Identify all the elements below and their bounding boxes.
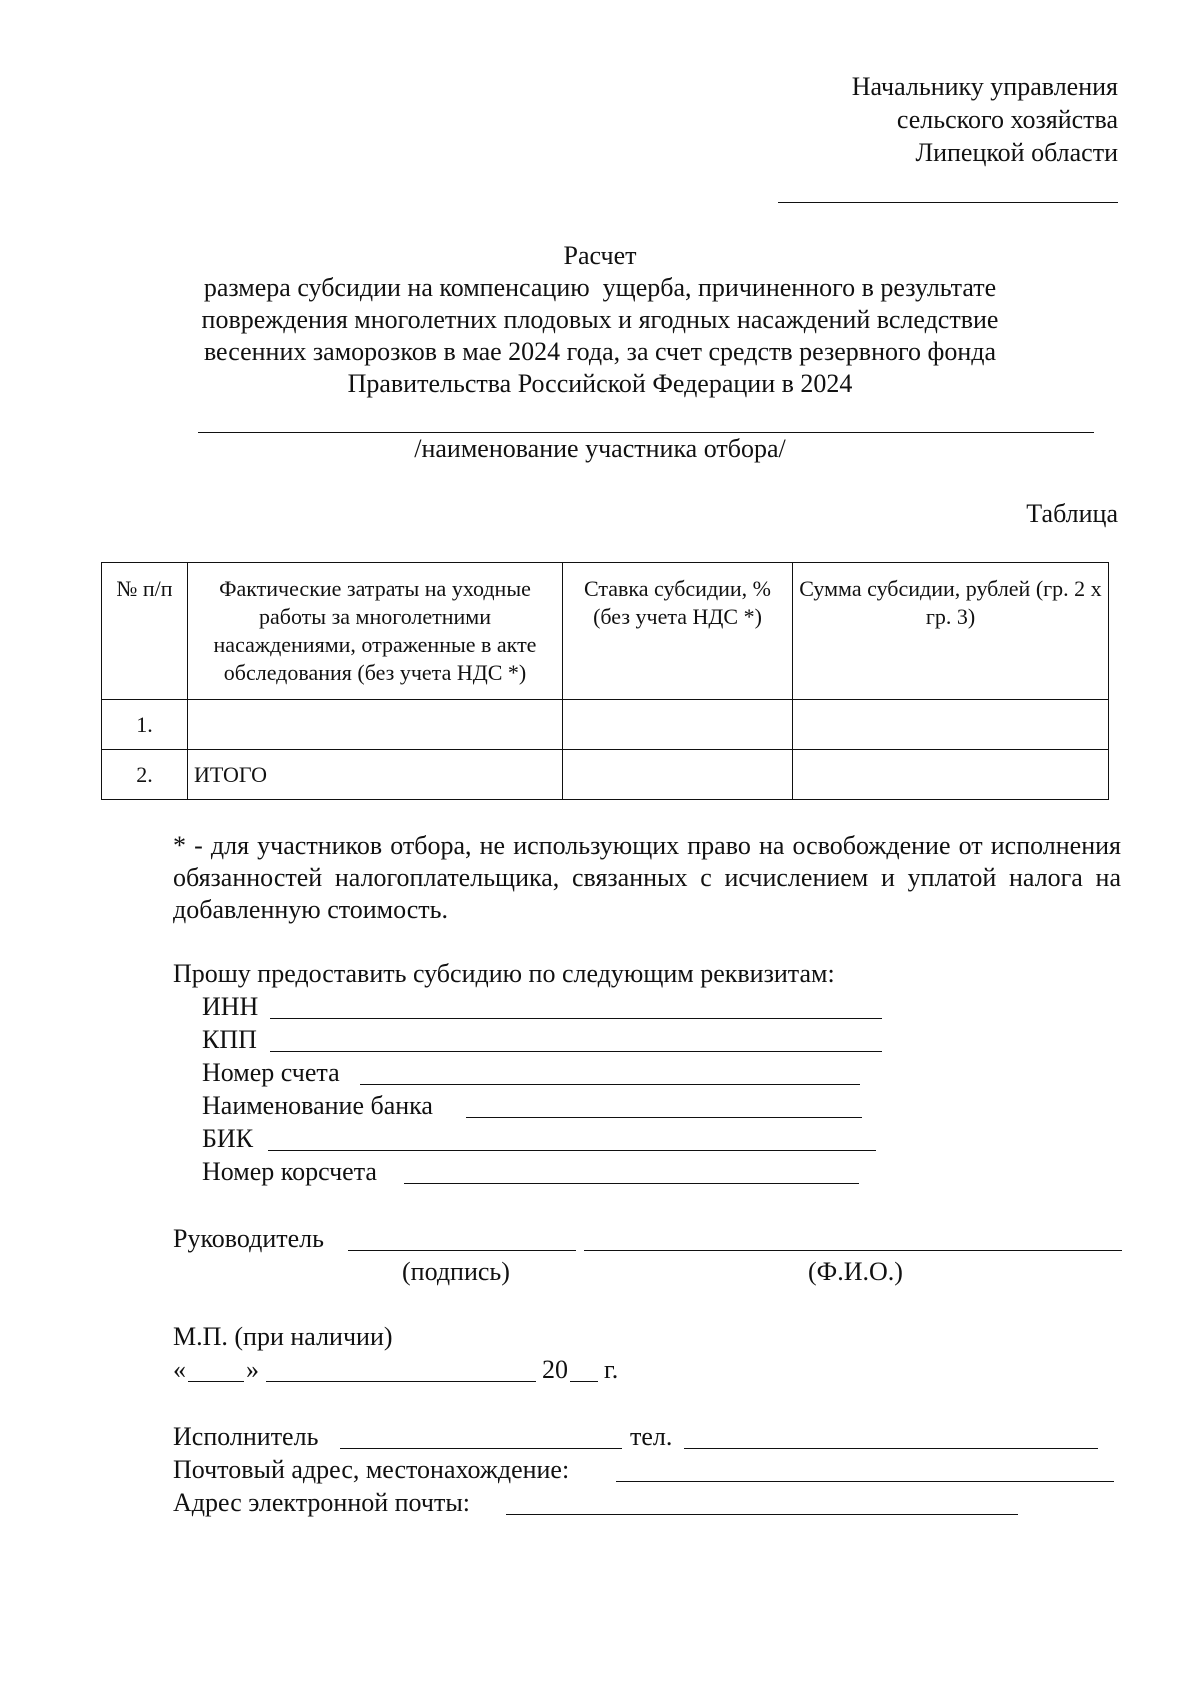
vat-footnote: * - для участников отбора, не использующих право на освобождение от исполнения обязанностей налогоплательщика, связанных с исчислением и уплатой налога на добавленную стоимость. [173,831,1121,924]
postal-address-label: Почтовый адрес, местонахождение: [173,1455,570,1484]
email-field[interactable] [506,1514,1018,1515]
table-row [102,700,1109,750]
table-label: Таблица [1026,499,1118,528]
title-line-3: повреждения многолетних плодовых и ягодных насаждений вследствие [201,305,999,334]
header-rate: Ставка субсидии, % (без учета НДС *) [563,563,793,700]
addressee-line-1: Начальнику управления [851,72,1118,101]
header-amount: Сумма субсидии, рублей (гр. 2 х гр. 3) [793,563,1109,700]
date-quote-close: » [246,1355,259,1384]
bank-label: Наименование банка [202,1091,433,1120]
kpp-field[interactable] [270,1051,882,1052]
corr-account-field[interactable] [404,1183,859,1184]
bik-field[interactable] [268,1150,876,1151]
executor-label: Исполнитель [173,1422,319,1451]
bank-field[interactable] [466,1117,862,1118]
account-label: Номер счета [202,1058,340,1087]
row-number: 1. [102,700,188,750]
date-quote-open: « [173,1355,186,1384]
inn-label: ИНН [202,992,259,1021]
addressee-block [678,70,1118,169]
addressee-blank-line [778,202,1118,203]
title-line-2: размера субсидии на компенсацию ущерба, причиненного в результате [203,273,997,302]
fio-field[interactable] [584,1250,1122,1251]
cell-actual-costs[interactable] [188,700,563,750]
date-year-prefix: 20 [542,1355,568,1384]
phone-label: тел. [630,1422,673,1451]
kpp-label: КПП [202,1025,257,1054]
bik-label: БИК [202,1124,254,1153]
row-number: 2. [102,750,188,800]
date-year-suffix: г. [604,1355,619,1384]
cell-rate[interactable] [563,750,793,800]
cell-amount[interactable] [793,700,1109,750]
signature-field[interactable] [348,1250,576,1251]
head-label: Руководитель [173,1224,324,1253]
table-header-row [102,563,1109,700]
date-month-field[interactable] [266,1381,536,1382]
title-line-4: весенних заморозков в мае 2024 года, за счет средств резервного фонда [203,337,997,366]
stamp-label: М.П. (при наличии) [173,1322,393,1351]
addressee-line-2: сельского хозяйства [896,105,1118,134]
date-day-field[interactable] [188,1381,244,1382]
account-field[interactable] [360,1084,860,1085]
cell-rate[interactable] [563,700,793,750]
title-line-1: Расчет [563,241,637,270]
addressee-line-3: Липецкой области [915,138,1118,167]
subsidy-table [101,562,1109,800]
phone-field[interactable] [684,1448,1098,1449]
fio-caption: (Ф.И.О.) [808,1257,903,1286]
signature-caption: (подпись) [402,1257,510,1286]
email-label: Адрес электронной почты: [173,1488,471,1517]
header-number: № п/п [102,563,188,700]
participant-caption: /наименование участника отбора/ [414,434,786,463]
table-row [102,750,1109,800]
corr-label: Номер корсчета [202,1157,377,1186]
requisites-intro: Прошу предоставить субсидию по следующим реквизитам: [173,959,835,988]
inn-field[interactable] [270,1018,882,1019]
document-title [140,240,1060,400]
header-actual-costs: Фактические затраты на уходные работы за многолетними насаждениями, отраженные в акте обследования (без учета НДС *) [188,563,563,700]
executor-field[interactable] [340,1448,622,1449]
date-year-field[interactable] [570,1381,598,1382]
title-line-5: Правительства Российской Федерации в 2024 [347,369,853,398]
cell-amount[interactable] [793,750,1109,800]
cell-total-label: ИТОГО [188,750,563,800]
postal-address-field[interactable] [616,1481,1114,1482]
